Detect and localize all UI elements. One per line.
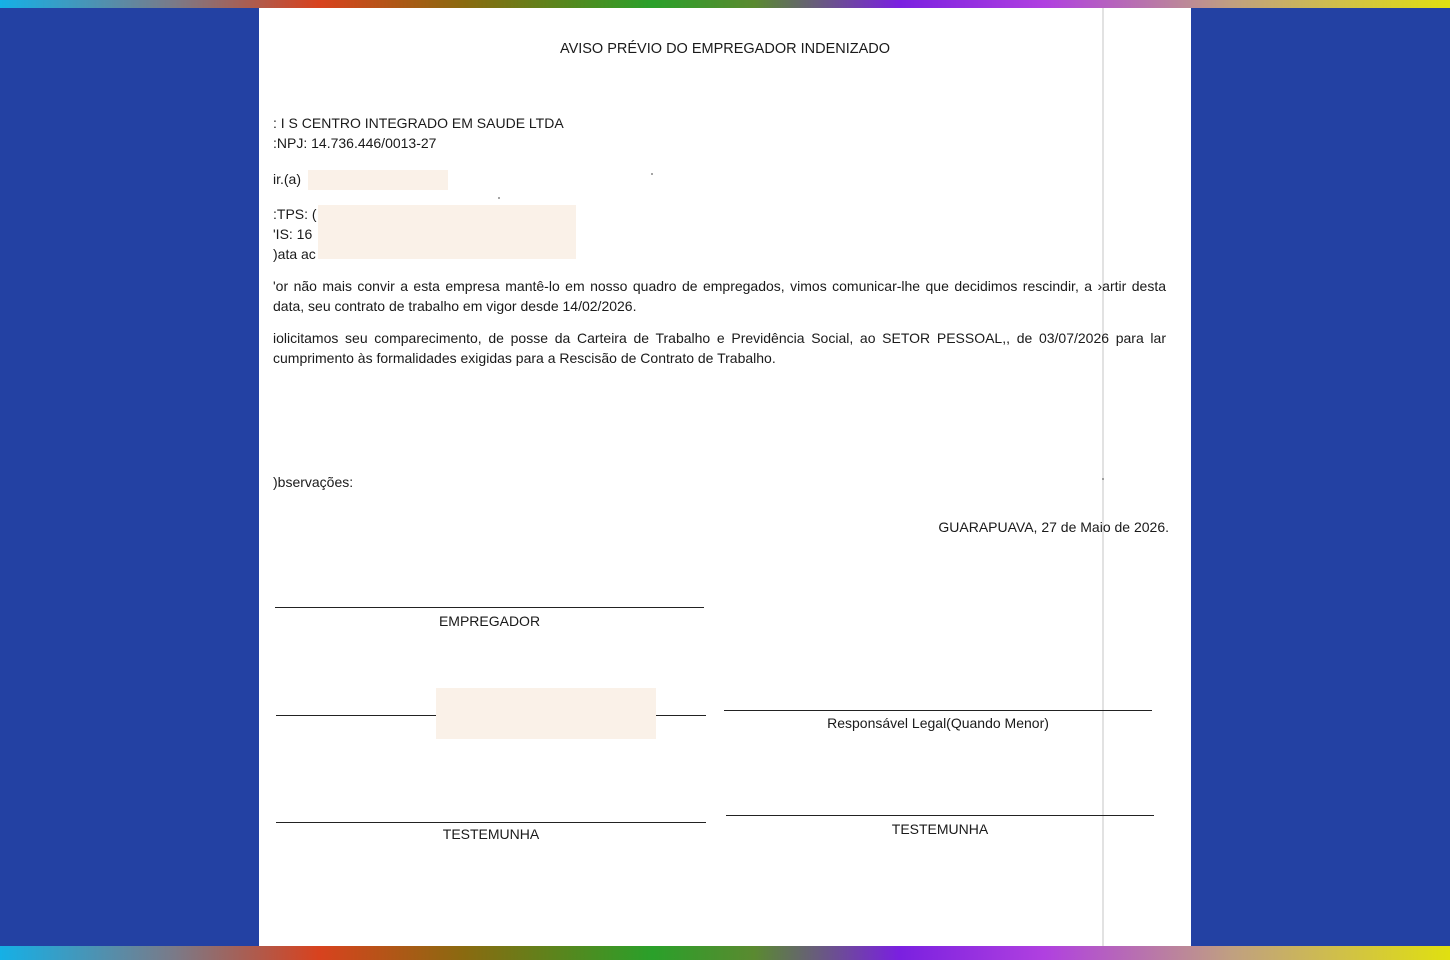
pis-label: 'IS: 16 (273, 226, 313, 242)
redacted-employee-signature (436, 688, 656, 739)
place-and-date: GUARAPUAVA, 27 de Maio de 2026. (938, 519, 1169, 535)
guardian-signature-line (724, 710, 1152, 711)
witness-2-signature-label: TESTEMUNHA (891, 821, 989, 837)
employer-signature-line (275, 607, 704, 608)
bottom-color-stripe (0, 946, 1450, 960)
company-cnpj: :NPJ: 14.736.446/0013-27 (273, 135, 437, 151)
witness-1-signature-line (276, 822, 706, 823)
redacted-employee-documents (318, 205, 576, 259)
employee-prefix: ir.(a) (273, 171, 301, 187)
redacted-employee-name (308, 170, 448, 190)
employer-signature-label: EMPREGADOR (438, 613, 541, 629)
scan-speck (498, 197, 500, 199)
scan-speck (651, 173, 653, 175)
top-color-stripe (0, 0, 1450, 8)
guardian-signature-label: Responsável Legal(Quando Menor) (827, 715, 1049, 731)
data-label: )ata ac (273, 246, 316, 262)
company-name: : I S CENTRO INTEGRADO EM SAUDE LTDA (273, 115, 564, 131)
witness-2-signature-line (726, 815, 1154, 816)
ctps-label: :TPS: ( (273, 206, 317, 222)
document-title: AVISO PRÉVIO DO EMPREGADOR INDENIZADO (559, 41, 891, 57)
scanned-document-page (259, 8, 1191, 946)
attendance-paragraph: iolicitamos seu comparecimento, de posse da Carteira de Trabalho e Previdência Social, ao SETOR PESSOAL,, de 03/07/2026 para lar cumprimento às formalidades exigidas para a Rescisão de Contrato de Trabalho. (273, 330, 1166, 366)
scan-speck (1102, 478, 1104, 480)
notice-paragraph: 'or não mais convir a esta empresa mantê-lo em nosso quadro de empregados, vimos comunicar-lhe que decidimos rescindir, a ›artir desta data, seu contrato de trabalho em vigor desde 14/02/2026. (273, 278, 1166, 314)
scan-artifact-line (1102, 8, 1104, 946)
observations-label: )bservações: (273, 474, 354, 490)
witness-1-signature-label: TESTEMUNHA (442, 826, 540, 842)
